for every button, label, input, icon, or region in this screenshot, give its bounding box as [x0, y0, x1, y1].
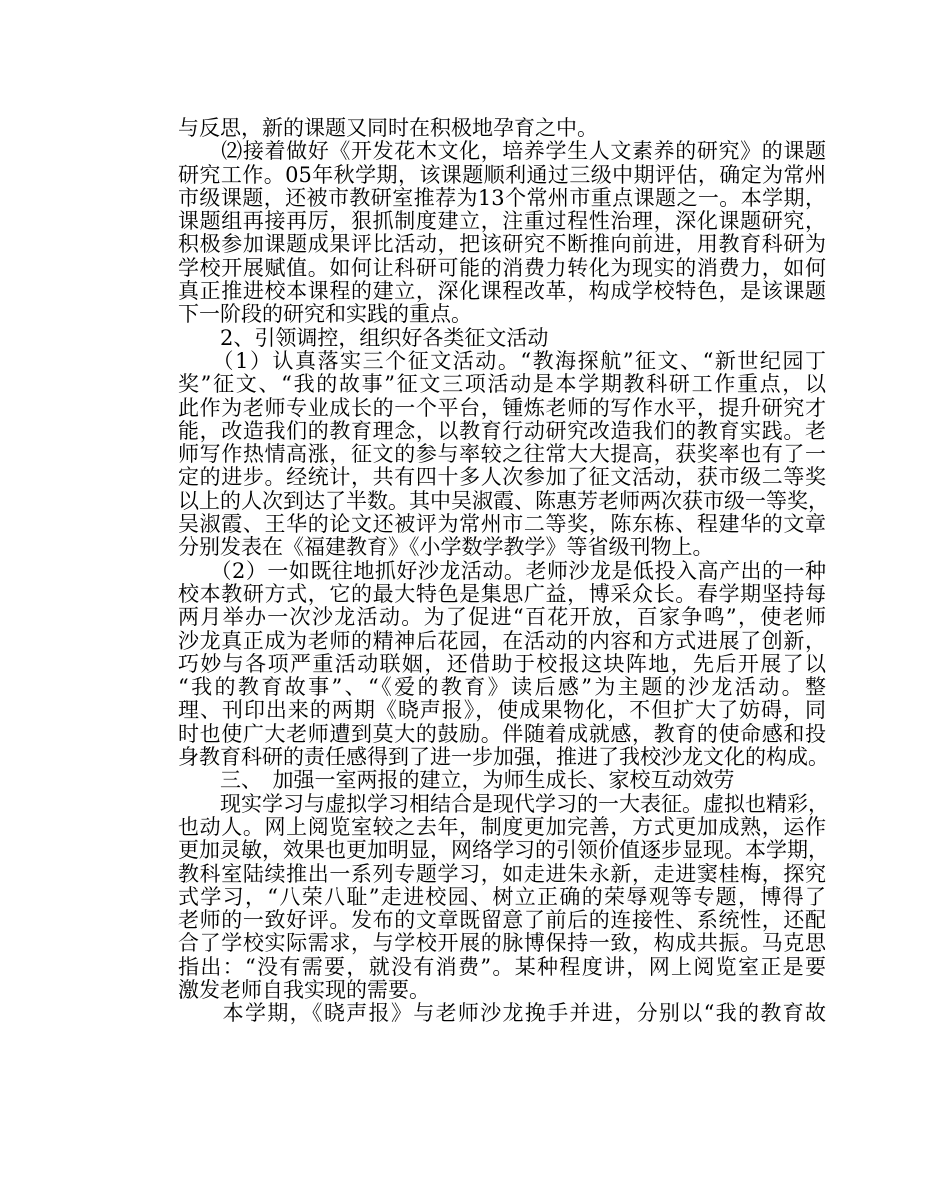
text-line: （1）认真落实三个征文活动。“教海探航”征文、“新世纪园丁	[178, 348, 826, 373]
text-line: 合了学校实际需求，与学校开展的脉博保持一致，构成共振。马克思	[178, 931, 826, 956]
text-line: 沙龙真正成为老师的精神后花园，在活动的内容和方式进展了创新，	[178, 628, 826, 653]
text-line: 校本教研方式，它的最大特色是集思广益，博采众长。春学期坚持每	[178, 581, 826, 606]
text-line: 学校开展赋值。如何让科研可能的消费力转化为现实的消费力，如何	[178, 255, 826, 280]
text-line: 两月举办一次沙龙活动。为了促进“百花开放，百家争鸣”，使老师	[178, 605, 826, 630]
text-line: 此作为老师专业成长的一个平台，锺炼老师的写作水平，提升研究才	[178, 395, 826, 420]
text-line: 能，改造我们的教育理念，以教育行动研究改造我们的教育实践。老	[178, 418, 826, 443]
text-line: 分别发表在《福建教育》《小学数学教学》等省级刊物上。	[178, 535, 714, 560]
text-line: 教科室陆续推出一系列专题学习，如走进朱永新，走进窦桂梅，探究	[178, 861, 826, 886]
text-line: 以上的人次到达了半数。其中吴淑霞、陈惠芳老师两次获市级一等奖，	[178, 488, 829, 513]
text-line: 积极参加课题成果评比活动，把该研究不断推向前进，用教育科研为	[178, 232, 826, 257]
text-line: 更加灵敏，效果也更加明显，网络学习的引领价值逐步显现。本学期，	[178, 838, 829, 863]
text-line: 下一阶段的研究和实践的重点。	[178, 302, 472, 327]
section-heading: 三、 加强一室两报的建立，为师生成长、家校互动效劳	[178, 768, 735, 793]
text-line: “我的教育故事”、“《爱的教育》读后感”为主题的沙龙活动。整	[178, 675, 826, 700]
text-line: 研究工作。05年秋学期，该课题顺利通过三级中期评估，确定为常州	[178, 162, 826, 187]
text-line: 时也使广大老师遭到莫大的鼓励。伴随着成就感，教育的使命感和投	[178, 721, 826, 746]
section-heading: 2、引领调控，组织好各类征文活动	[178, 325, 549, 350]
text-line: 指出：“没有需要，就没有消费”。某种程度讲，网上阅览室正是要	[178, 954, 826, 979]
text-line: 定的进步。经统计，共有四十多人次参加了征文活动，获市级二等奖	[178, 465, 826, 490]
text-line: 奖”征文、“我的故事”征文三项活动是本学期教科研工作重点，以	[178, 372, 826, 397]
text-line: 身教育科研的责任感得到了进一步加强，推进了我校沙龙文化的构成。	[178, 745, 829, 770]
text-line: 理、刊印出来的两期《晓声报》，使成果物化，不但扩大了妨碍，同	[178, 698, 826, 723]
text-line: 师写作热情高涨，征文的参与率较之往常大大提高，获奖率也有了一	[178, 442, 826, 467]
text-line: 课题组再接再厉，狠抓制度建立，注重过程性治理，深化课题研究，	[178, 209, 826, 234]
text-line: 式学习，“八荣八耻”走进校园、树立正确的荣辱观等专题，博得了	[178, 884, 826, 909]
text-line: 吴淑霞、王华的论文还被评为常州市二等奖，陈东栋、程建华的文章	[178, 512, 826, 537]
text-line: 老师的一致好评。发布的文章既留意了前后的连接性、系统性，还配	[178, 908, 826, 933]
text-line: 市级课题，还被市教研室推荐为13个常州市重点课题之一。本学期，	[178, 185, 826, 210]
text-line: 真正推进校本课程的建立，深化课程改革，构成学校特色，是该课题	[178, 279, 826, 304]
text-line: 也动人。网上阅览室较之去年，制度更加完善，方式更加成熟，运作	[178, 814, 826, 839]
text-line: 现实学习与虚拟学习相结合是现代学习的一大表征。虚拟也精彩，	[178, 791, 829, 816]
text-line: 激发老师自我实现的需要。	[178, 977, 430, 1002]
text-line: 巧妙与各项严重活动联姻，还借助于校报这块阵地，先后开展了以	[178, 651, 826, 676]
text-line: （2）一如既往地抓好沙龙活动。老师沙龙是低投入高产出的一种	[178, 558, 826, 583]
document-body	[178, 116, 829, 1026]
text-line: 本学期，《晓声报》与老师沙龙挽手并进，分别以“我的教育故	[178, 1001, 826, 1026]
text-line: 与反思，新的课题又同时在积极地孕育之中。	[178, 116, 598, 140]
text-line: ⑵接着做好《开发花木文化，培养学生人文素养的研究》的课题	[178, 139, 826, 164]
